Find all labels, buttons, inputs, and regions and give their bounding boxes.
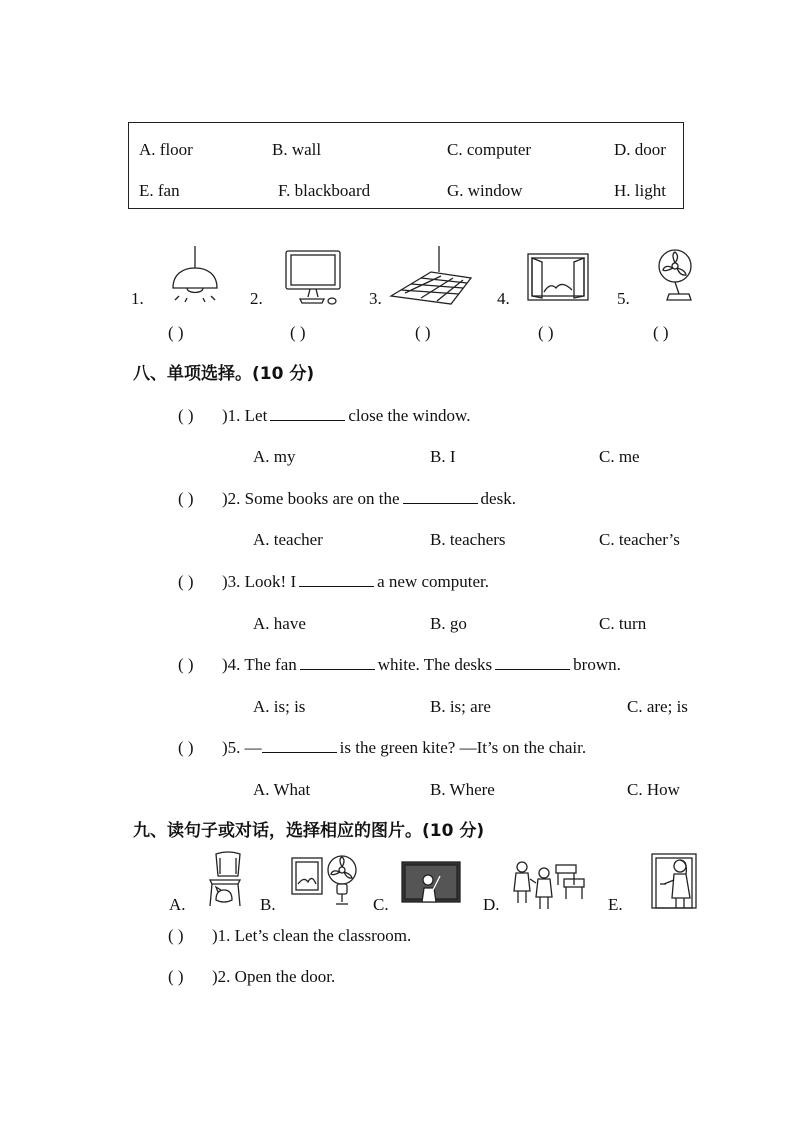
option-h: H. light [614,181,666,200]
choice-c[interactable]: C. teacher’s [599,530,680,549]
option-d: D. door [614,140,666,159]
picture-item-number: 4. [497,289,510,308]
choice-c[interactable]: C. me [599,447,640,466]
option-e: E. fan [139,181,180,200]
answer-blank[interactable] [262,738,337,753]
option-b: B. wall [272,140,322,159]
chair-cat-icon [204,850,244,908]
girl-door-icon [650,852,700,910]
answer-blank[interactable] [495,655,570,670]
option-c: C. computer [447,140,532,159]
answer-blank[interactable] [270,406,345,421]
picture-letter: C. [373,895,389,914]
question-stem: )3. Look! I a new computer. [222,572,490,591]
question-text: )1. Let’s clean the classroom. [212,926,412,945]
picture-item-number: 5. [617,289,630,308]
fan-picture-icon [290,854,364,906]
answer-blank[interactable] [299,572,374,587]
picture-item-number: 2. [250,289,263,308]
choice-c[interactable]: C. are; is [627,697,688,716]
computer-icon [284,249,342,305]
answer-paren[interactable]: ( ) [290,323,306,342]
choice-a[interactable]: A. What [253,780,311,799]
section9-title: 九、读句子或对话，选择相应的图片。(10 分) [133,821,485,841]
answer-paren[interactable]: ( ) [538,323,554,342]
answer-paren[interactable]: ( ) [178,406,194,425]
option-g: G. window [447,181,523,200]
classroom-kids-icon [510,855,586,911]
picture-letter: B. [260,895,276,914]
option-f: F. blackboard [278,181,371,200]
picture-letter: E. [608,895,623,914]
choice-b[interactable]: B. I [430,447,456,466]
picture-letter: A. [169,895,186,914]
answer-paren[interactable]: ( ) [178,738,194,757]
picture-item-number: 1. [131,289,144,308]
answer-blank[interactable] [403,489,478,504]
window-icon [526,252,590,302]
picture-item-number: 3. [369,289,382,308]
answer-paren[interactable]: ( ) [178,489,194,508]
floor-icon [391,246,471,306]
choice-b[interactable]: B. is; are [430,697,491,716]
fan-icon [653,248,701,304]
answer-paren[interactable]: ( ) [653,323,669,342]
choice-a[interactable]: A. is; is [253,697,306,716]
question-stem: )4. The fan white. The desks brown. [222,655,621,674]
ceiling-lamp-icon [165,246,225,302]
choice-a[interactable]: A. my [253,447,296,466]
choice-c[interactable]: C. How [627,780,680,799]
answer-paren[interactable]: ( ) [178,655,194,674]
question-stem: )5. — is the green kite? —It’s on the chair. [222,738,587,757]
word-bank-box [128,122,684,209]
choice-a[interactable]: A. have [253,614,306,633]
question-text: )2. Open the door. [212,967,336,986]
answer-paren[interactable]: ( ) [168,967,184,986]
choice-a[interactable]: A. teacher [253,530,323,549]
choice-b[interactable]: B. go [430,614,467,633]
blackboard-icon [400,860,462,906]
answer-blank[interactable] [300,655,375,670]
answer-paren[interactable]: ( ) [168,323,184,342]
choice-c[interactable]: C. turn [599,614,647,633]
picture-letter: D. [483,895,500,914]
question-stem: )1. Let close the window. [222,406,471,425]
question-stem: )2. Some books are on the desk. [222,489,516,508]
section8-title: 八、单项选择。(10 分) [133,364,315,384]
answer-paren[interactable]: ( ) [168,926,184,945]
answer-paren[interactable]: ( ) [415,323,431,342]
choice-b[interactable]: B. Where [430,780,495,799]
answer-paren[interactable]: ( ) [178,572,194,591]
choice-b[interactable]: B. teachers [430,530,506,549]
option-a: A. floor [139,140,193,159]
